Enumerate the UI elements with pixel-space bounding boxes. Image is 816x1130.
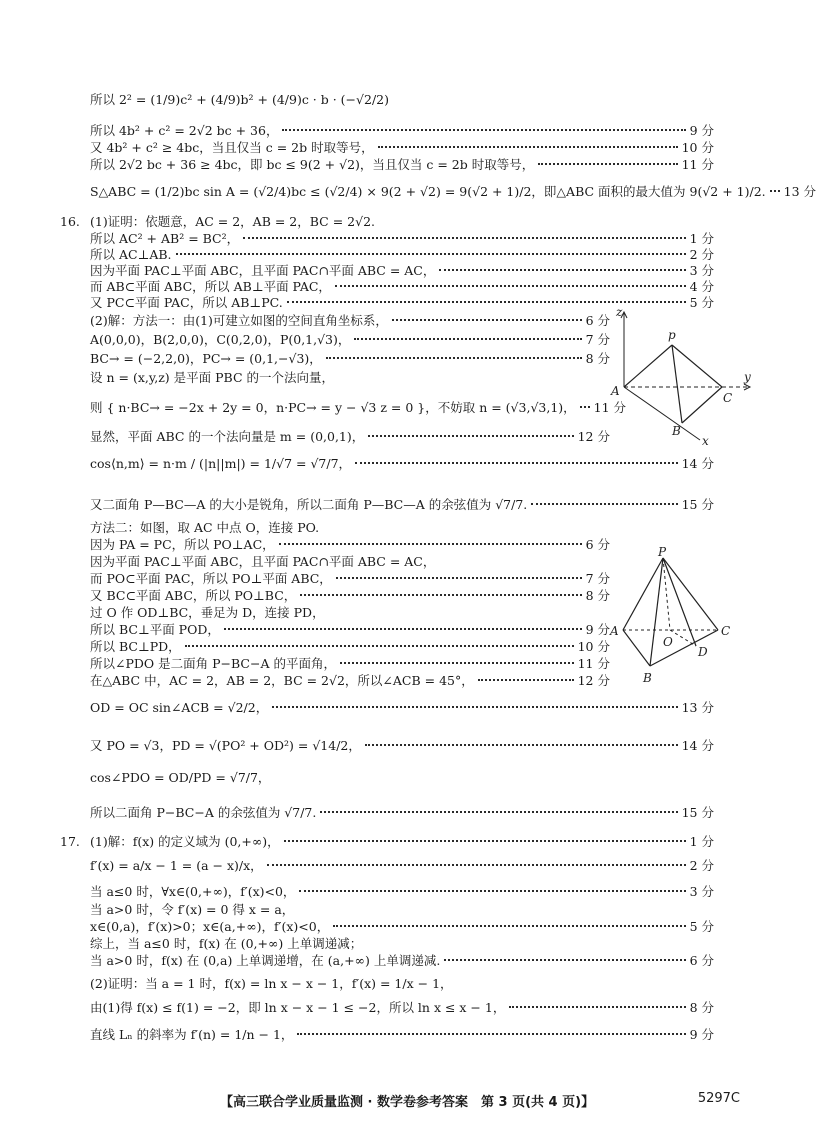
solution-line: 显然，平面 ABC 的一个法向量是 m = (0,0,1)， 12 分	[90, 429, 610, 444]
solution-line: OD = OC sin∠ACB = √2/2， 13 分	[90, 700, 714, 715]
score-mark: 8 分	[585, 588, 610, 603]
solution-line: 直线 Lₙ 的斜率为 f′(n) = 1/n − 1， 9 分	[90, 1027, 714, 1042]
solution-line: 所以 AC² + AB² = BC²， 1 分	[90, 231, 714, 246]
solution-line: 所以 AC⊥AB. 2 分	[90, 247, 714, 262]
question-number: 17.	[60, 834, 80, 849]
solution-line: 又 PC⊂平面 PAC，所以 AB⊥PC. 5 分	[90, 295, 714, 310]
leader-dots	[378, 146, 678, 148]
score-mark: 14 分	[681, 738, 714, 753]
solution-line: 当 a≤0 时，∀x∈(0,+∞)，f′(x)<0， 3 分	[90, 884, 714, 899]
leader-dots	[284, 840, 686, 842]
score-mark: 7 分	[585, 571, 610, 586]
leader-dots	[282, 129, 685, 131]
leader-dots	[272, 706, 677, 708]
leader-dots	[354, 338, 581, 340]
score-mark: 9 分	[585, 622, 610, 637]
score-mark: 11 分	[577, 656, 610, 671]
solution-line: 又 PO = √3，PD = √(PO² + OD²) = √14/2， 14 分	[90, 738, 714, 753]
leader-dots	[509, 1006, 685, 1008]
solution-line: 又二面角 P—BC—A 的大小是锐角，所以二面角 P—BC—A 的余弦值为 √7/7. 15 分	[90, 497, 714, 512]
leader-dots	[335, 285, 686, 287]
label-z: z	[616, 305, 623, 319]
page-footer	[0, 1091, 800, 1111]
solution-line: f′(x) = a/x − 1 = (a − x)/x， 2 分	[90, 858, 714, 873]
edge-pb	[672, 345, 682, 423]
leader-dots	[299, 890, 685, 892]
score-mark: 15 分	[681, 805, 714, 820]
edge-pc	[672, 345, 722, 387]
leader-dots	[368, 435, 573, 437]
leader-dots	[439, 269, 685, 271]
leader-dots	[176, 253, 686, 255]
edge-pa	[624, 345, 672, 387]
solution-line: cos∠PDO = OD/PD = √7/7，	[90, 770, 271, 785]
solution-line: 所以 2² = (1/9)c² + (4/9)b² + (4/9)c · b · (−√2/2)	[90, 92, 389, 107]
solution-line: 过 O 作 OD⊥BC，垂足为 D，连接 PD，	[90, 605, 325, 620]
label-c: C	[721, 624, 731, 638]
edge-ab	[623, 630, 650, 666]
score-mark: 2 分	[689, 858, 714, 873]
solution-line: 方法二：如图，取 AC 中点 O，连接 PO.	[90, 520, 320, 535]
leader-dots	[224, 628, 582, 630]
leader-dots	[340, 662, 574, 664]
score-mark: 13 分	[681, 700, 714, 715]
leader-dots	[326, 357, 582, 359]
edge-bc	[650, 630, 718, 666]
score-mark: 8 分	[689, 1000, 714, 1015]
leader-dots	[478, 679, 574, 681]
label-p: P	[658, 545, 667, 559]
score-mark: 12 分	[577, 429, 610, 444]
leader-dots	[580, 406, 590, 408]
solution-line: 而 AB⊂平面 ABC，所以 AB⊥平面 PAC， 4 分	[90, 279, 714, 294]
x-axis	[624, 387, 700, 440]
label-d: D	[698, 645, 708, 659]
solution-line: 所以 4b² + c² = 2√2 bc + 36， 9 分	[90, 123, 714, 138]
score-mark: 2 分	[689, 247, 714, 262]
leader-dots	[287, 301, 686, 303]
score-mark: 9 分	[689, 1027, 714, 1042]
question-number: 16.	[60, 214, 80, 229]
pyramid-coordinate-figure	[610, 305, 760, 450]
label-y: y	[744, 370, 751, 384]
solution-line: (2)解：方法一：由(1)可建立如图的空间直角坐标系， 6 分	[90, 313, 610, 328]
solution-line: 因为 PA = PC，所以 PO⊥AC， 6 分	[90, 537, 610, 552]
edge-pb	[650, 558, 663, 666]
score-mark: 3 分	[689, 263, 714, 278]
solution-line: (1)解：f(x) 的定义域为 (0,+∞)， 1 分	[90, 834, 714, 849]
leader-dots	[444, 959, 685, 961]
leader-dots	[279, 543, 582, 545]
solution-line: 所以二面角 P−BC−A 的余弦值为 √7/7. 15 分	[90, 805, 714, 820]
score-mark: 4 分	[689, 279, 714, 294]
score-mark: 12 分	[577, 673, 610, 688]
solution-line: BC→ = (−2,2,0)，PC→ = (0,1,−√3)， 8 分	[90, 351, 610, 366]
solution-line: A(0,0,0)，B(2,0,0)，C(0,2,0)，P(0,1,√3)， 7 分	[90, 332, 610, 347]
solution-line: 所以∠PDO 是二面角 P−BC−A 的平面角， 11 分	[90, 656, 610, 671]
score-mark: 5 分	[689, 919, 714, 934]
leader-dots	[300, 594, 581, 596]
solution-line: (2)证明：当 a = 1 时，f(x) = ln x − x − 1，f′(x) = 1/x − 1，	[90, 976, 453, 991]
label-b: B	[672, 424, 681, 438]
label-a: A	[611, 384, 620, 398]
score-mark: 15 分	[681, 497, 714, 512]
solution-line: (1)证明：依题意，AC = 2，AB = 2，BC = 2√2.	[90, 214, 376, 229]
solution-line: 又 4b² + c² ≥ 4bc，当且仅当 c = 2b 时取等号， 10 分	[90, 140, 714, 155]
score-mark: 7 分	[585, 332, 610, 347]
label-x: x	[702, 434, 709, 448]
footer-code: 5297C	[697, 1091, 740, 1106]
solution-line: 设 n = (x,y,z) 是平面 PBC 的一个法向量，	[90, 370, 334, 385]
solution-line: S△ABC = (1/2)bc sin A = (√2/4)bc ≤ (√2/4) × 9(2 + √2) = 9(√2 + 1)/2，即△ABC 面积的最大值为 9(√2 + 1)/2. 13 分	[90, 184, 816, 199]
solution-line: 在△ABC 中，AC = 2，AB = 2，BC = 2√2，所以∠ACB = 45°， 12 分	[90, 673, 610, 688]
leader-dots	[538, 163, 677, 165]
leader-dots	[320, 811, 677, 813]
score-mark: 1 分	[689, 834, 714, 849]
label-b: B	[643, 671, 652, 685]
leader-dots	[185, 645, 574, 647]
leader-dots	[336, 577, 582, 579]
score-mark: 14 分	[681, 456, 714, 471]
label-a: A	[610, 624, 619, 638]
solution-line: 则 { n·BC→ = −2x + 2y = 0，n·PC→ = y − √3 z = 0 }，不妨取 n = (√3,√3,1)， 11 分	[90, 400, 627, 415]
score-mark: 6 分	[585, 313, 610, 328]
edge-pa	[623, 558, 663, 630]
solution-line: 所以 BC⊥平面 POD， 9 分	[90, 622, 610, 637]
solution-line: 又 BC⊂平面 ABC，所以 PO⊥BC， 8 分	[90, 588, 610, 603]
leader-dots	[531, 503, 677, 505]
score-mark: 6 分	[585, 537, 610, 552]
leader-dots	[392, 319, 582, 321]
label-c: C	[723, 391, 733, 405]
leader-dots	[297, 1033, 685, 1035]
score-mark: 3 分	[689, 884, 714, 899]
solution-line: 所以 BC⊥PD， 10 分	[90, 639, 610, 654]
leader-dots	[243, 237, 685, 239]
label-p: p	[668, 328, 676, 342]
score-mark: 1 分	[689, 231, 714, 246]
solution-line: 综上，当 a≤0 时，f(x) 在 (0,+∞) 上单调递减；	[90, 936, 363, 951]
score-mark: 11 分	[593, 400, 627, 415]
edge-pc	[663, 558, 718, 630]
leader-dots	[267, 864, 686, 866]
solution-line: 因为平面 PAC⊥平面 ABC，且平面 PAC∩平面 ABC = AC， 3 分	[90, 263, 714, 278]
leader-dots	[333, 925, 685, 927]
solution-line: 由(1)得 f(x) ≤ f(1) = −2，即 ln x − x − 1 ≤ −2，所以 ln x ≤ x − 1， 8 分	[90, 1000, 714, 1015]
footer-title: 【高三联合学业质量监测 · 数学卷参考答案 第 3 页(共 4 页)】	[220, 1095, 595, 1110]
solution-line: cos⟨n,m⟩ = n·m / (|n||m|) = 1/√7 = √7/7， 14 分	[90, 456, 714, 471]
solution-line: x∈(0,a)，f′(x)>0；x∈(a,+∞)，f′(x)<0， 5 分	[90, 919, 714, 934]
edge-bc	[682, 387, 722, 423]
score-mark: 8 分	[585, 351, 610, 366]
label-o: O	[663, 635, 673, 649]
score-mark: 9 分	[689, 123, 714, 138]
solution-line: 当 a>0 时，令 f′(x) = 0 得 x = a，	[90, 902, 295, 917]
score-mark: 6 分	[689, 953, 714, 968]
leader-dots	[355, 462, 678, 464]
score-mark: 10 分	[681, 140, 714, 155]
leader-dots	[770, 190, 780, 192]
score-mark: 10 分	[577, 639, 610, 654]
edge-pd	[663, 558, 696, 646]
solution-line: 当 a>0 时，f(x) 在 (0,a) 上单调递增，在 (a,+∞) 上单调递减. 6 分	[90, 953, 714, 968]
solution-line: 所以 2√2 bc + 36 ≥ 4bc，即 bc ≤ 9(2 + √2)，当且仅当 c = 2b 时取等号， 11 分	[90, 157, 714, 172]
score-mark: 11 分	[681, 157, 714, 172]
pyramid-figure	[608, 545, 748, 688]
leader-dots	[365, 744, 678, 746]
score-mark: 13 分	[783, 184, 816, 199]
solution-line: 而 PO⊂平面 PAC，所以 PO⊥平面 ABC， 7 分	[90, 571, 610, 586]
score-mark: 5 分	[689, 295, 714, 310]
solution-line: 因为平面 PAC⊥平面 ABC，且平面 PAC∩平面 ABC = AC，	[90, 554, 436, 569]
